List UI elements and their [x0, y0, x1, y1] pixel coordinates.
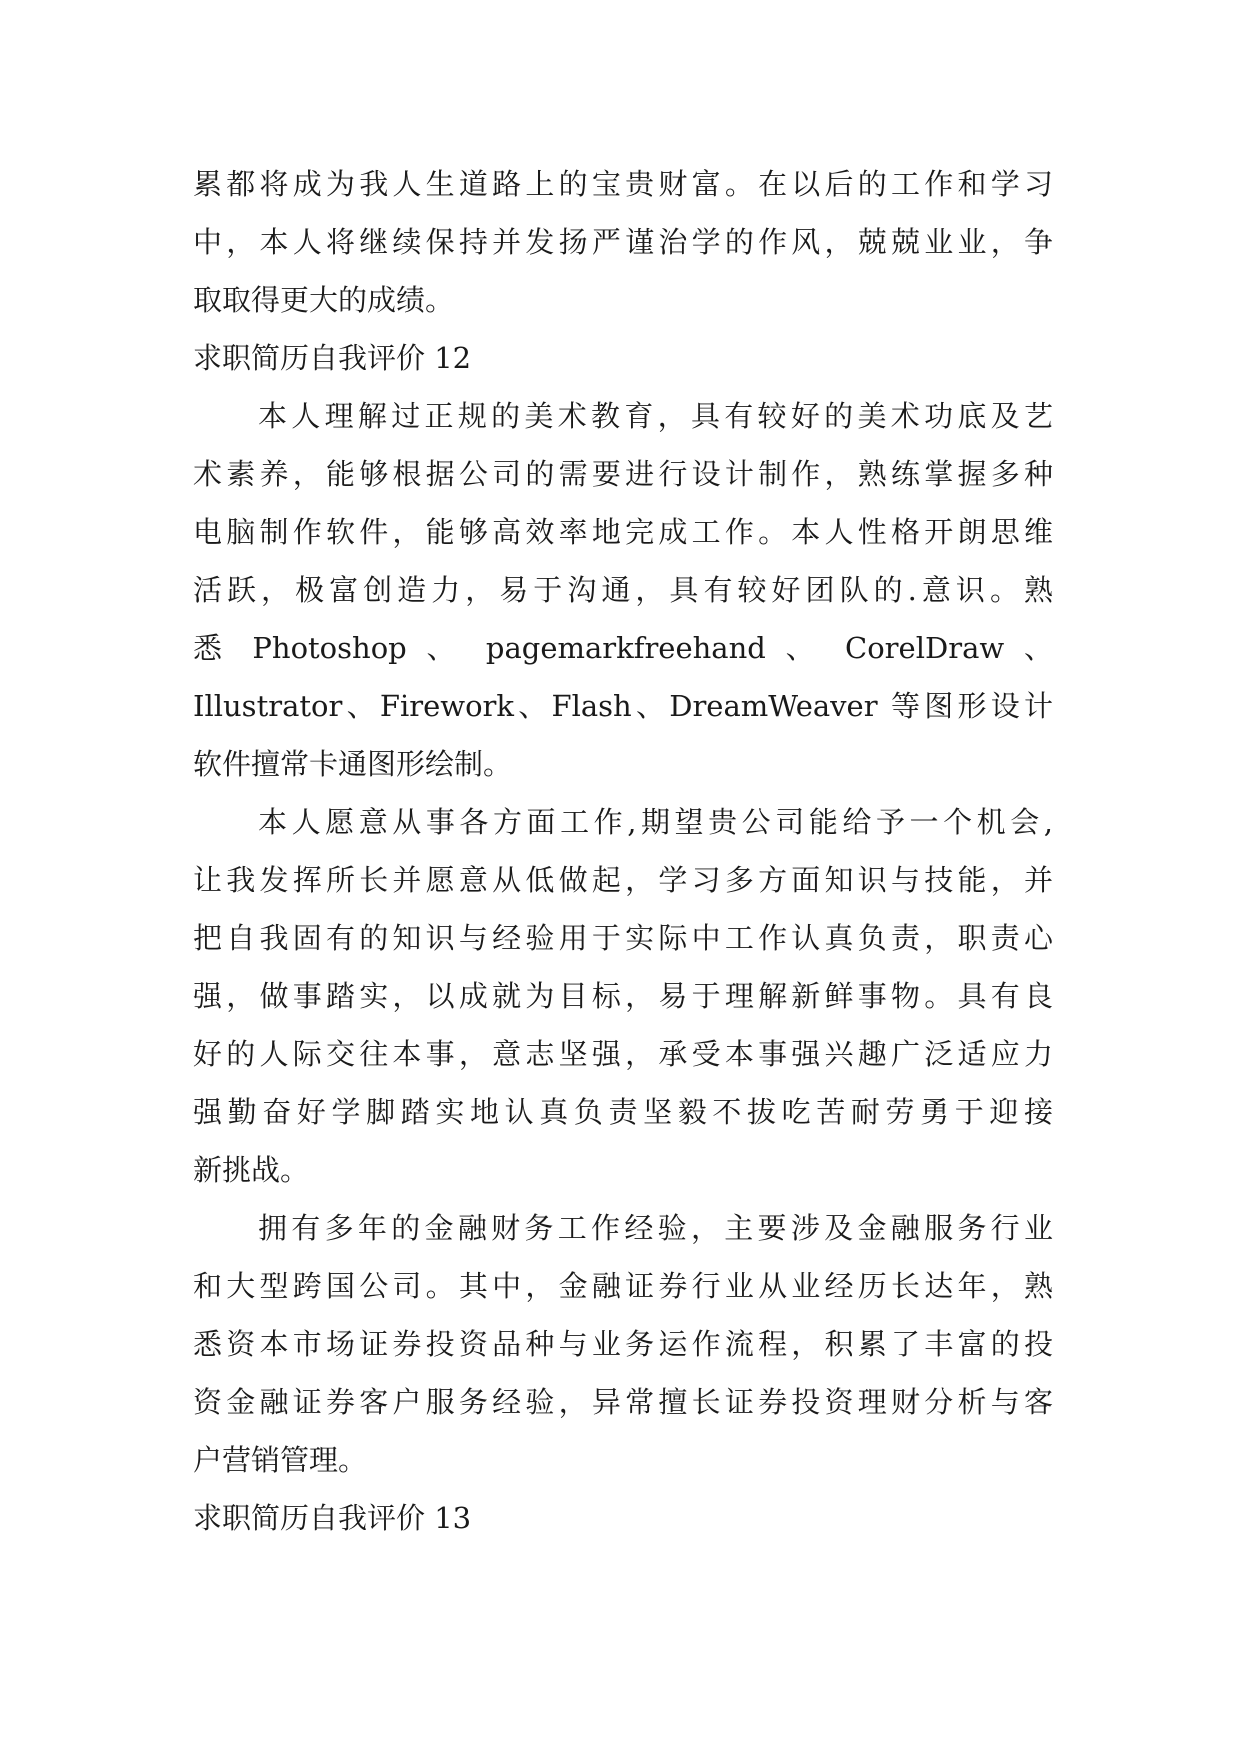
paragraph-1-line: 本人理解过正规的美术教育，具有较好的美术功底及艺 — [258, 399, 1053, 433]
paragraph-1-line: 软件擅常卡通图形绘制。 — [193, 747, 513, 781]
paragraph-3-line: 资金融证券客户服务经验，异常擅长证券投资理财分析与客 — [193, 1385, 1053, 1419]
paragraph-2-line: 把自我固有的知识与经验用于实际中工作认真负责，职责心 — [193, 921, 1053, 955]
paragraph-3-line: 悉资本市场证券投资品种与业务运作流程，积累了丰富的投 — [193, 1327, 1053, 1361]
paragraph-1-line: 悉 Photoshop 、 pagemarkfreehand 、 CorelDraw 、 — [193, 631, 1053, 665]
paragraph-2-line: 本人愿意从事各方面工作,期望贵公司能给予一个机会, — [258, 805, 1053, 839]
intro-line: 取取得更大的成绩。 — [193, 283, 455, 317]
section-heading-12: 求职简历自我评价 12 — [193, 341, 472, 375]
paragraph-3-line: 和大型跨国公司。其中，金融证券行业从业经历长达年，熟 — [193, 1269, 1053, 1303]
paragraph-1-line: 术素养，能够根据公司的需要进行设计制作，熟练掌握多种 — [193, 457, 1053, 491]
paragraph-1-line: 活跃，极富创造力，易于沟通，具有较好团队的.意识。熟 — [193, 573, 1053, 607]
intro-line: 中，本人将继续保持并发扬严谨治学的作风，兢兢业业，争 — [193, 225, 1053, 259]
paragraph-3-line: 户营销管理。 — [193, 1443, 368, 1477]
paragraph-1-line: 电脑制作软件，能够高效率地完成工作。本人性格开朗思维 — [193, 515, 1053, 549]
paragraph-2-line: 好的人际交往本事，意志坚强，承受本事强兴趣广泛适应力 — [193, 1037, 1053, 1071]
intro-line: 累都将成为我人生道路上的宝贵财富。在以后的工作和学习 — [193, 167, 1053, 201]
paragraph-3-line: 拥有多年的金融财务工作经验，主要涉及金融服务行业 — [258, 1211, 1053, 1245]
paragraph-2-line: 强，做事踏实，以成就为目标，易于理解新鲜事物。具有良 — [193, 979, 1053, 1013]
paragraph-2-line: 强勤奋好学脚踏实地认真负责坚毅不拔吃苦耐劳勇于迎接 — [193, 1095, 1053, 1129]
section-heading-13: 求职简历自我评价 13 — [193, 1501, 472, 1535]
paragraph-1-line: Illustrator、Firework、Flash、DreamWeaver 等图形设计 — [193, 689, 1053, 723]
paragraph-2-line: 让我发挥所长并愿意从低做起，学习多方面知识与技能，并 — [193, 863, 1053, 897]
paragraph-2-line: 新挑战。 — [193, 1153, 310, 1187]
